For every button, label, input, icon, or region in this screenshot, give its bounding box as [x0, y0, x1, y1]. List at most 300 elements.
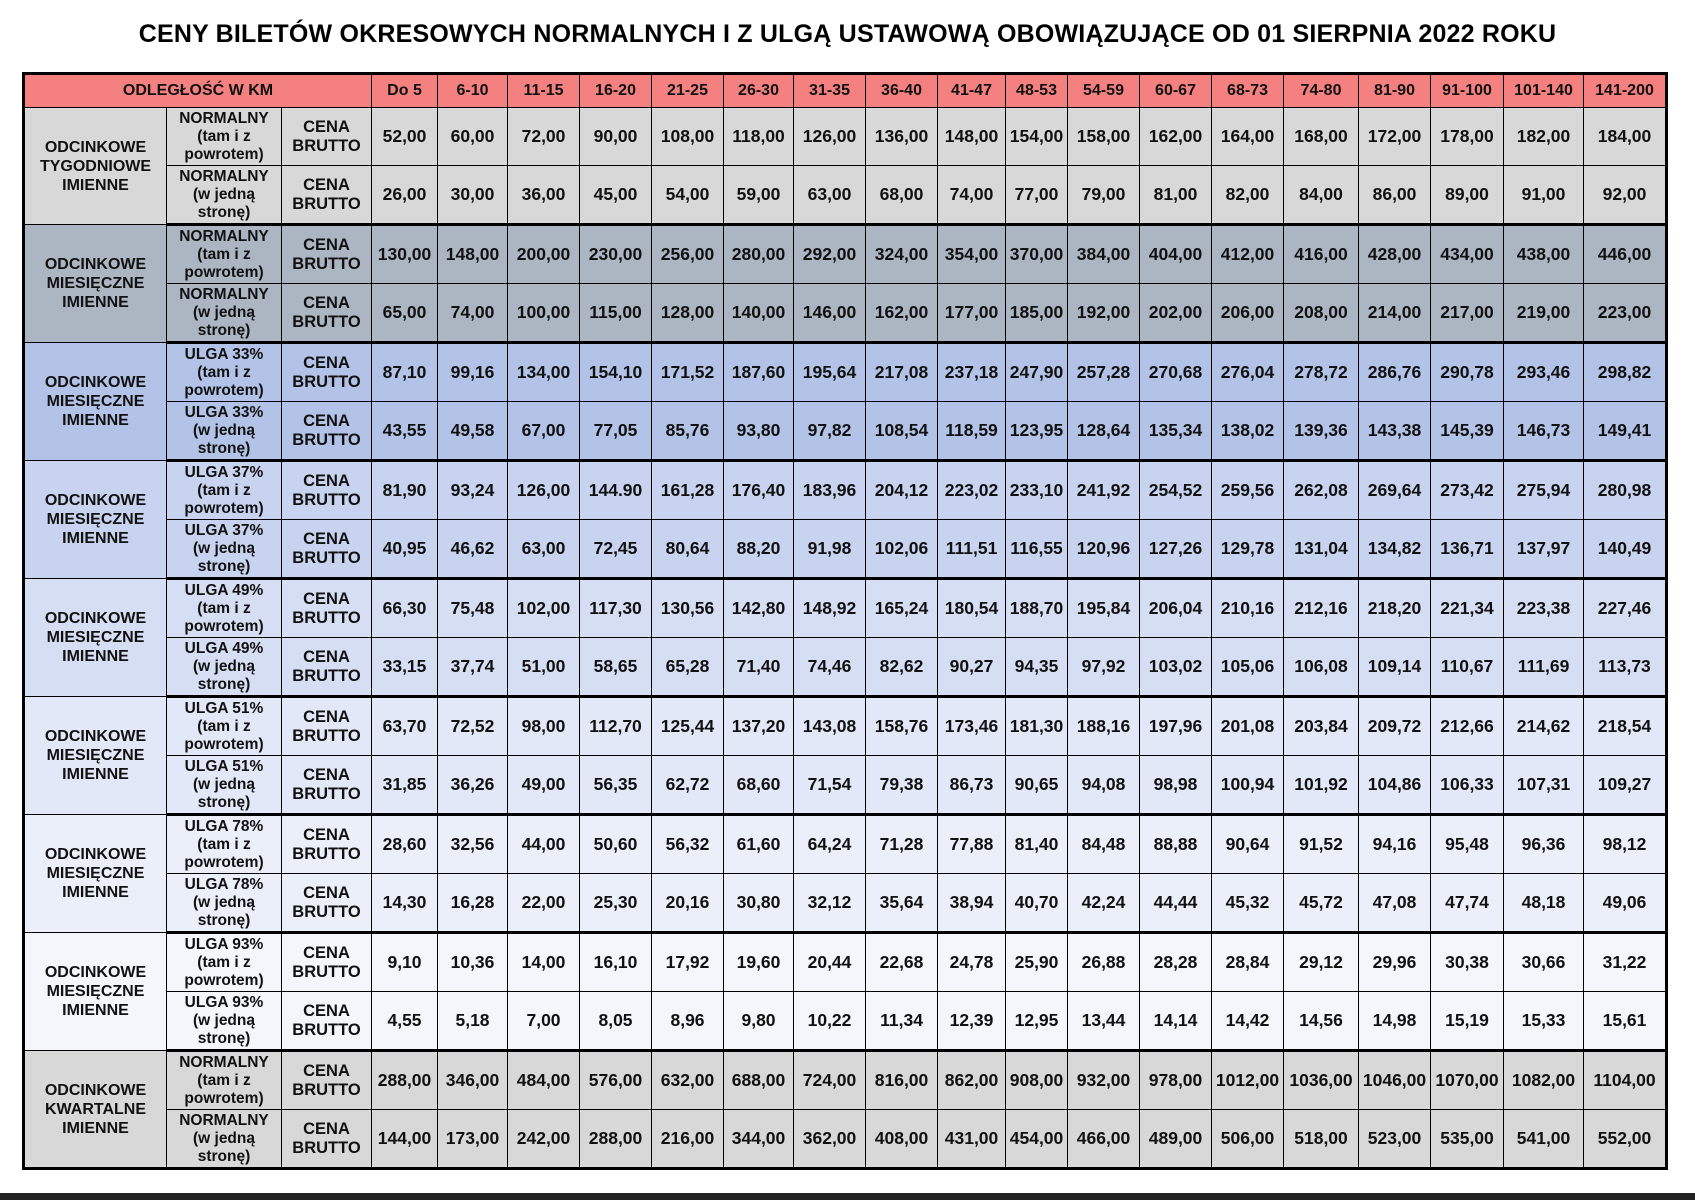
ticket-variant-line: (tam i z: [197, 835, 251, 853]
price-type-line: CENA: [303, 589, 350, 608]
price-cell: 66,30: [372, 579, 438, 638]
price-cell: 154,00: [1006, 108, 1068, 166]
price-cell: 80,64: [652, 520, 724, 579]
price-cell: 137,97: [1504, 520, 1584, 579]
price-cell: 43,55: [372, 402, 438, 461]
price-cell: 241,92: [1068, 461, 1140, 520]
price-cell: 90,27: [938, 638, 1006, 697]
price-cell: 1082,00: [1504, 1051, 1584, 1110]
price-cell: 79,00: [1068, 166, 1140, 225]
price-cell: 123,95: [1006, 402, 1068, 461]
price-type-line: BRUTTO: [292, 194, 361, 213]
ticket-variant-line: ULGA 78%: [184, 817, 264, 835]
price-cell: 195,84: [1068, 579, 1140, 638]
price-cell: 11,34: [866, 992, 938, 1051]
price-cell: 52,00: [372, 108, 438, 166]
price-type-line: BRUTTO: [292, 490, 361, 509]
price-cell: 192,00: [1068, 284, 1140, 343]
ticket-group-label: [24, 815, 167, 933]
ticket-variant: [167, 225, 282, 284]
price-cell: 212,16: [1284, 579, 1359, 638]
table-row: [24, 1051, 1667, 1110]
price-cell: 93,24: [438, 461, 508, 520]
ticket-variant-line: NORMALNY: [179, 1111, 269, 1129]
price-cell: 81,90: [372, 461, 438, 520]
price-cell: 100,00: [508, 284, 580, 343]
price-cell: 292,00: [794, 225, 866, 284]
price-cell: 82,00: [1212, 166, 1284, 225]
ticket-variant-line: powrotem): [184, 853, 264, 871]
price-cell: 71,54: [794, 756, 866, 815]
price-cell: 446,00: [1584, 225, 1667, 284]
ticket-variant-line: ULGA 37%: [184, 521, 264, 539]
table-row: [24, 874, 1667, 933]
ticket-group-label-line: MIESIĘCZNE: [46, 393, 145, 410]
price-cell: 197,96: [1140, 697, 1212, 756]
price-cell: 237,18: [938, 343, 1006, 402]
price-cell: 63,00: [794, 166, 866, 225]
ticket-group-label-line: ODCINKOWE: [44, 610, 147, 627]
price-cell: 91,00: [1504, 166, 1584, 225]
price-cell: 203,84: [1284, 697, 1359, 756]
ticket-variant: [167, 874, 282, 933]
ticket-variant-line: ULGA 49%: [184, 639, 264, 657]
price-cell: 47,08: [1359, 874, 1431, 933]
price-type-line: CENA: [303, 175, 350, 194]
price-cell: 216,00: [652, 1110, 724, 1169]
ticket-variant-line: powrotem): [184, 499, 264, 517]
distance-column-header: 21-25: [652, 74, 724, 108]
distance-column-header: 81-90: [1359, 74, 1431, 108]
price-cell: 96,36: [1504, 815, 1584, 874]
ticket-variant-line: (tam i z: [197, 245, 251, 263]
ticket-variant-line: stronę): [197, 557, 251, 575]
ticket-group-label: [24, 108, 167, 225]
price-cell: 14,42: [1212, 992, 1284, 1051]
price-cell: 324,00: [866, 225, 938, 284]
price-cell: 49,58: [438, 402, 508, 461]
ticket-variant-line: powrotem): [184, 971, 264, 989]
price-cell: 269,64: [1359, 461, 1431, 520]
table-row: [24, 461, 1667, 520]
ticket-group-label: [24, 461, 167, 579]
price-cell: 94,35: [1006, 638, 1068, 697]
bottom-rule: [0, 1193, 1695, 1200]
price-type-line: CENA: [303, 293, 350, 312]
price-type-label: [282, 225, 372, 284]
ticket-group-label: [24, 579, 167, 697]
price-table: [22, 72, 1668, 1170]
price-cell: 182,00: [1504, 108, 1584, 166]
ticket-group-label: [24, 225, 167, 343]
price-type-line: CENA: [303, 707, 350, 726]
price-cell: 56,35: [580, 756, 652, 815]
price-cell: 95,48: [1431, 815, 1504, 874]
price-cell: 89,00: [1431, 166, 1504, 225]
price-cell: 97,82: [794, 402, 866, 461]
price-cell: 30,38: [1431, 933, 1504, 992]
table-row: [24, 520, 1667, 579]
ticket-variant-line: (w jedną: [192, 775, 255, 793]
price-cell: 438,00: [1504, 225, 1584, 284]
price-cell: 68,60: [724, 756, 794, 815]
price-cell: 107,31: [1504, 756, 1584, 815]
price-cell: 87,10: [372, 343, 438, 402]
price-cell: 5,18: [438, 992, 508, 1051]
ticket-variant-line: (tam i z: [197, 717, 251, 735]
price-cell: 221,34: [1431, 579, 1504, 638]
price-cell: 72,45: [580, 520, 652, 579]
price-cell: 84,00: [1284, 166, 1359, 225]
price-cell: 262,08: [1284, 461, 1359, 520]
price-cell: 290,78: [1431, 343, 1504, 402]
price-type-label: [282, 108, 372, 166]
price-cell: 256,00: [652, 225, 724, 284]
price-type-line: CENA: [303, 411, 350, 430]
price-cell: 9,10: [372, 933, 438, 992]
ticket-variant: [167, 756, 282, 815]
price-cell: 173,00: [438, 1110, 508, 1169]
price-cell: 1046,00: [1359, 1051, 1431, 1110]
price-cell: 51,00: [508, 638, 580, 697]
price-cell: 140,00: [724, 284, 794, 343]
price-cell: 28,84: [1212, 933, 1284, 992]
price-cell: 354,00: [938, 225, 1006, 284]
price-type-label: [282, 461, 372, 520]
ticket-variant: [167, 992, 282, 1051]
price-cell: 506,00: [1212, 1110, 1284, 1169]
price-cell: 86,73: [938, 756, 1006, 815]
ticket-variant-line: powrotem): [184, 145, 264, 163]
price-cell: 99,16: [438, 343, 508, 402]
price-cell: 288,00: [372, 1051, 438, 1110]
price-cell: 106,08: [1284, 638, 1359, 697]
price-type-line: BRUTTO: [292, 1020, 361, 1039]
price-cell: 45,32: [1212, 874, 1284, 933]
price-cell: 20,16: [652, 874, 724, 933]
price-cell: 102,00: [508, 579, 580, 638]
ticket-group-label-line: MIESIĘCZNE: [46, 865, 145, 882]
price-cell: 14,98: [1359, 992, 1431, 1051]
price-type-label: [282, 1051, 372, 1110]
price-cell: 259,56: [1212, 461, 1284, 520]
price-cell: 94,16: [1359, 815, 1431, 874]
price-cell: 71,40: [724, 638, 794, 697]
price-type-label: [282, 579, 372, 638]
price-cell: 91,52: [1284, 815, 1359, 874]
price-cell: 56,32: [652, 815, 724, 874]
price-cell: 466,00: [1068, 1110, 1140, 1169]
price-cell: 126,00: [508, 461, 580, 520]
ticket-group-label-line: IMIENNE: [62, 648, 129, 665]
price-cell: 110,67: [1431, 638, 1504, 697]
price-type-line: BRUTTO: [292, 254, 361, 273]
price-cell: 137,20: [724, 697, 794, 756]
ticket-group-label-line: IMIENNE: [62, 766, 129, 783]
price-cell: 28,28: [1140, 933, 1212, 992]
price-type-label: [282, 933, 372, 992]
ticket-variant-line: ULGA 51%: [184, 699, 264, 717]
price-type-line: CENA: [303, 1061, 350, 1080]
price-type-line: BRUTTO: [292, 312, 361, 331]
ticket-variant-line: stronę): [197, 203, 251, 221]
price-cell: 103,02: [1140, 638, 1212, 697]
price-cell: 59,00: [724, 166, 794, 225]
price-cell: 218,20: [1359, 579, 1431, 638]
ticket-variant: [167, 815, 282, 874]
distance-column-header: 48-53: [1006, 74, 1068, 108]
price-cell: 26,00: [372, 166, 438, 225]
price-cell: 131,04: [1284, 520, 1359, 579]
price-type-line: CENA: [303, 825, 350, 844]
ticket-group-label-line: IMIENNE: [62, 294, 129, 311]
price-cell: 9,80: [724, 992, 794, 1051]
ticket-variant-line: ULGA 33%: [184, 345, 264, 363]
ticket-variant-line: stronę): [197, 675, 251, 693]
price-cell: 111,51: [938, 520, 1006, 579]
price-cell: 210,16: [1212, 579, 1284, 638]
price-cell: 24,78: [938, 933, 1006, 992]
price-cell: 344,00: [724, 1110, 794, 1169]
price-type-label: [282, 697, 372, 756]
price-cell: 187,60: [724, 343, 794, 402]
distance-header: ODLEGŁOŚĆ W KM: [24, 74, 372, 108]
price-cell: 978,00: [1140, 1051, 1212, 1110]
ticket-group-label-line: IMIENNE: [62, 884, 129, 901]
price-type-line: BRUTTO: [292, 372, 361, 391]
price-cell: 293,46: [1504, 343, 1584, 402]
ticket-variant: [167, 1051, 282, 1110]
price-cell: 298,82: [1584, 343, 1667, 402]
price-cell: 171,52: [652, 343, 724, 402]
price-type-line: BRUTTO: [292, 666, 361, 685]
price-cell: 16,10: [580, 933, 652, 992]
price-cell: 30,00: [438, 166, 508, 225]
price-cell: 142,80: [724, 579, 794, 638]
price-cell: 212,66: [1431, 697, 1504, 756]
distance-column-header: 36-40: [866, 74, 938, 108]
price-cell: 72,52: [438, 697, 508, 756]
ticket-variant: [167, 108, 282, 166]
price-cell: 105,06: [1212, 638, 1284, 697]
table-row: [24, 933, 1667, 992]
price-cell: 40,70: [1006, 874, 1068, 933]
price-cell: 10,36: [438, 933, 508, 992]
price-cell: 63,00: [508, 520, 580, 579]
ticket-variant-line: powrotem): [184, 617, 264, 635]
table-row: [24, 579, 1667, 638]
ticket-variant: [167, 579, 282, 638]
price-type-label: [282, 520, 372, 579]
price-type-label: [282, 343, 372, 402]
price-cell: 26,88: [1068, 933, 1140, 992]
price-type-line: BRUTTO: [292, 136, 361, 155]
ticket-group-label-line: IMIENNE: [62, 1002, 129, 1019]
price-cell: 32,12: [794, 874, 866, 933]
price-cell: 67,00: [508, 402, 580, 461]
price-cell: 120,96: [1068, 520, 1140, 579]
price-cell: 30,66: [1504, 933, 1584, 992]
price-cell: 280,98: [1584, 461, 1667, 520]
table-body: [24, 108, 1667, 1169]
ticket-variant-line: NORMALNY: [179, 285, 269, 303]
ticket-variant-line: powrotem): [184, 1089, 264, 1107]
price-cell: 158,00: [1068, 108, 1140, 166]
distance-column-header: 91-100: [1431, 74, 1504, 108]
price-type-label: [282, 166, 372, 225]
price-cell: 173,46: [938, 697, 1006, 756]
price-cell: 404,00: [1140, 225, 1212, 284]
price-cell: 46,62: [438, 520, 508, 579]
price-cell: 112,70: [580, 697, 652, 756]
price-cell: 79,38: [866, 756, 938, 815]
price-cell: 111,69: [1504, 638, 1584, 697]
price-cell: 8,96: [652, 992, 724, 1051]
price-cell: 116,55: [1006, 520, 1068, 579]
price-cell: 454,00: [1006, 1110, 1068, 1169]
price-cell: 134,00: [508, 343, 580, 402]
ticket-variant-line: (tam i z: [197, 599, 251, 617]
price-type-line: CENA: [303, 235, 350, 254]
ticket-variant-line: (tam i z: [197, 481, 251, 499]
price-cell: 362,00: [794, 1110, 866, 1169]
price-cell: 276,04: [1212, 343, 1284, 402]
price-cell: 208,00: [1284, 284, 1359, 343]
ticket-variant-line: (tam i z: [197, 1071, 251, 1089]
ticket-group-label: [24, 343, 167, 461]
price-cell: 81,00: [1140, 166, 1212, 225]
price-cell: 10,22: [794, 992, 866, 1051]
price-cell: 148,92: [794, 579, 866, 638]
price-cell: 42,24: [1068, 874, 1140, 933]
price-cell: 223,02: [938, 461, 1006, 520]
price-cell: 74,46: [794, 638, 866, 697]
ticket-variant-line: powrotem): [184, 381, 264, 399]
price-cell: 50,60: [580, 815, 652, 874]
price-cell: 278,72: [1284, 343, 1359, 402]
price-cell: 90,64: [1212, 815, 1284, 874]
price-cell: 428,00: [1359, 225, 1431, 284]
price-cell: 286,76: [1359, 343, 1431, 402]
price-cell: 273,42: [1431, 461, 1504, 520]
price-type-line: BRUTTO: [292, 784, 361, 803]
price-cell: 217,00: [1431, 284, 1504, 343]
price-cell: 104,86: [1359, 756, 1431, 815]
price-cell: 25,30: [580, 874, 652, 933]
price-cell: 288,00: [580, 1110, 652, 1169]
price-cell: 31,85: [372, 756, 438, 815]
table-row: [24, 108, 1667, 166]
price-cell: 7,00: [508, 992, 580, 1051]
ticket-variant-line: stronę): [197, 1147, 251, 1165]
price-cell: 576,00: [580, 1051, 652, 1110]
price-type-line: CENA: [303, 529, 350, 548]
price-cell: 36,26: [438, 756, 508, 815]
ticket-variant-line: ULGA 33%: [184, 403, 264, 421]
price-cell: 33,15: [372, 638, 438, 697]
price-type-label: [282, 638, 372, 697]
price-cell: 195,64: [794, 343, 866, 402]
price-cell: 346,00: [438, 1051, 508, 1110]
price-cell: 223,38: [1504, 579, 1584, 638]
ticket-group-label-line: ODCINKOWE: [44, 1081, 147, 1099]
distance-column-header: 60-67: [1140, 74, 1212, 108]
price-cell: 489,00: [1140, 1110, 1212, 1169]
page-title: CENY BILETÓW OKRESOWYCH NORMALNYCH I Z ULGĄ USTAWOWĄ OBOWIĄZUJĄCE OD 01 SIERPNIA 2022 ROKU: [138, 20, 1557, 48]
price-cell: 188,70: [1006, 579, 1068, 638]
price-cell: 154,10: [580, 343, 652, 402]
price-cell: 146,73: [1504, 402, 1584, 461]
price-cell: 12,39: [938, 992, 1006, 1051]
ticket-group-label-line: IMIENNE: [62, 1119, 129, 1137]
table-row: [24, 402, 1667, 461]
price-cell: 128,64: [1068, 402, 1140, 461]
price-cell: 129,78: [1212, 520, 1284, 579]
price-cell: 144,00: [372, 1110, 438, 1169]
price-cell: 149,41: [1584, 402, 1667, 461]
ticket-variant-line: (tam i z: [197, 363, 251, 381]
ticket-variant: [167, 343, 282, 402]
ticket-variant-line: (w jedną: [192, 303, 255, 321]
price-cell: 117,30: [580, 579, 652, 638]
price-cell: 180,54: [938, 579, 1006, 638]
price-type-line: CENA: [303, 883, 350, 902]
distance-column-header: 31-35: [794, 74, 866, 108]
price-cell: 25,90: [1006, 933, 1068, 992]
price-cell: 94,08: [1068, 756, 1140, 815]
price-cell: 61,60: [724, 815, 794, 874]
price-cell: 8,05: [580, 992, 652, 1051]
price-type-line: BRUTTO: [292, 962, 361, 981]
price-cell: 144.90: [580, 461, 652, 520]
price-cell: 1070,00: [1431, 1051, 1504, 1110]
price-cell: 102,06: [866, 520, 938, 579]
price-cell: 158,76: [866, 697, 938, 756]
price-cell: 126,00: [794, 108, 866, 166]
price-cell: 98,12: [1584, 815, 1667, 874]
distance-column-header: Do 5: [372, 74, 438, 108]
distance-column-header: 41-47: [938, 74, 1006, 108]
price-cell: 164,00: [1212, 108, 1284, 166]
price-cell: 98,00: [508, 697, 580, 756]
ticket-variant: [167, 1110, 282, 1169]
price-cell: 65,28: [652, 638, 724, 697]
price-cell: 219,00: [1504, 284, 1584, 343]
price-cell: 45,00: [580, 166, 652, 225]
price-cell: 206,04: [1140, 579, 1212, 638]
ticket-variant-line: (w jedną: [192, 185, 255, 203]
price-cell: 40,95: [372, 520, 438, 579]
distance-column-header: 101-140: [1504, 74, 1584, 108]
price-cell: 146,00: [794, 284, 866, 343]
price-cell: 130,00: [372, 225, 438, 284]
price-cell: 184,00: [1584, 108, 1667, 166]
price-cell: 130,56: [652, 579, 724, 638]
table-row: [24, 815, 1667, 874]
price-cell: 100,94: [1212, 756, 1284, 815]
price-cell: 64,24: [794, 815, 866, 874]
price-cell: 862,00: [938, 1051, 1006, 1110]
ticket-variant-line: NORMALNY: [179, 227, 269, 245]
ticket-group-label-line: ODCINKOWE: [44, 492, 147, 509]
price-cell: 90,00: [580, 108, 652, 166]
price-cell: 204,12: [866, 461, 938, 520]
price-cell: 45,72: [1284, 874, 1359, 933]
price-cell: 416,00: [1284, 225, 1359, 284]
price-type-label: [282, 992, 372, 1051]
ticket-variant-line: (w jedną: [192, 1011, 255, 1029]
ticket-variant: [167, 697, 282, 756]
